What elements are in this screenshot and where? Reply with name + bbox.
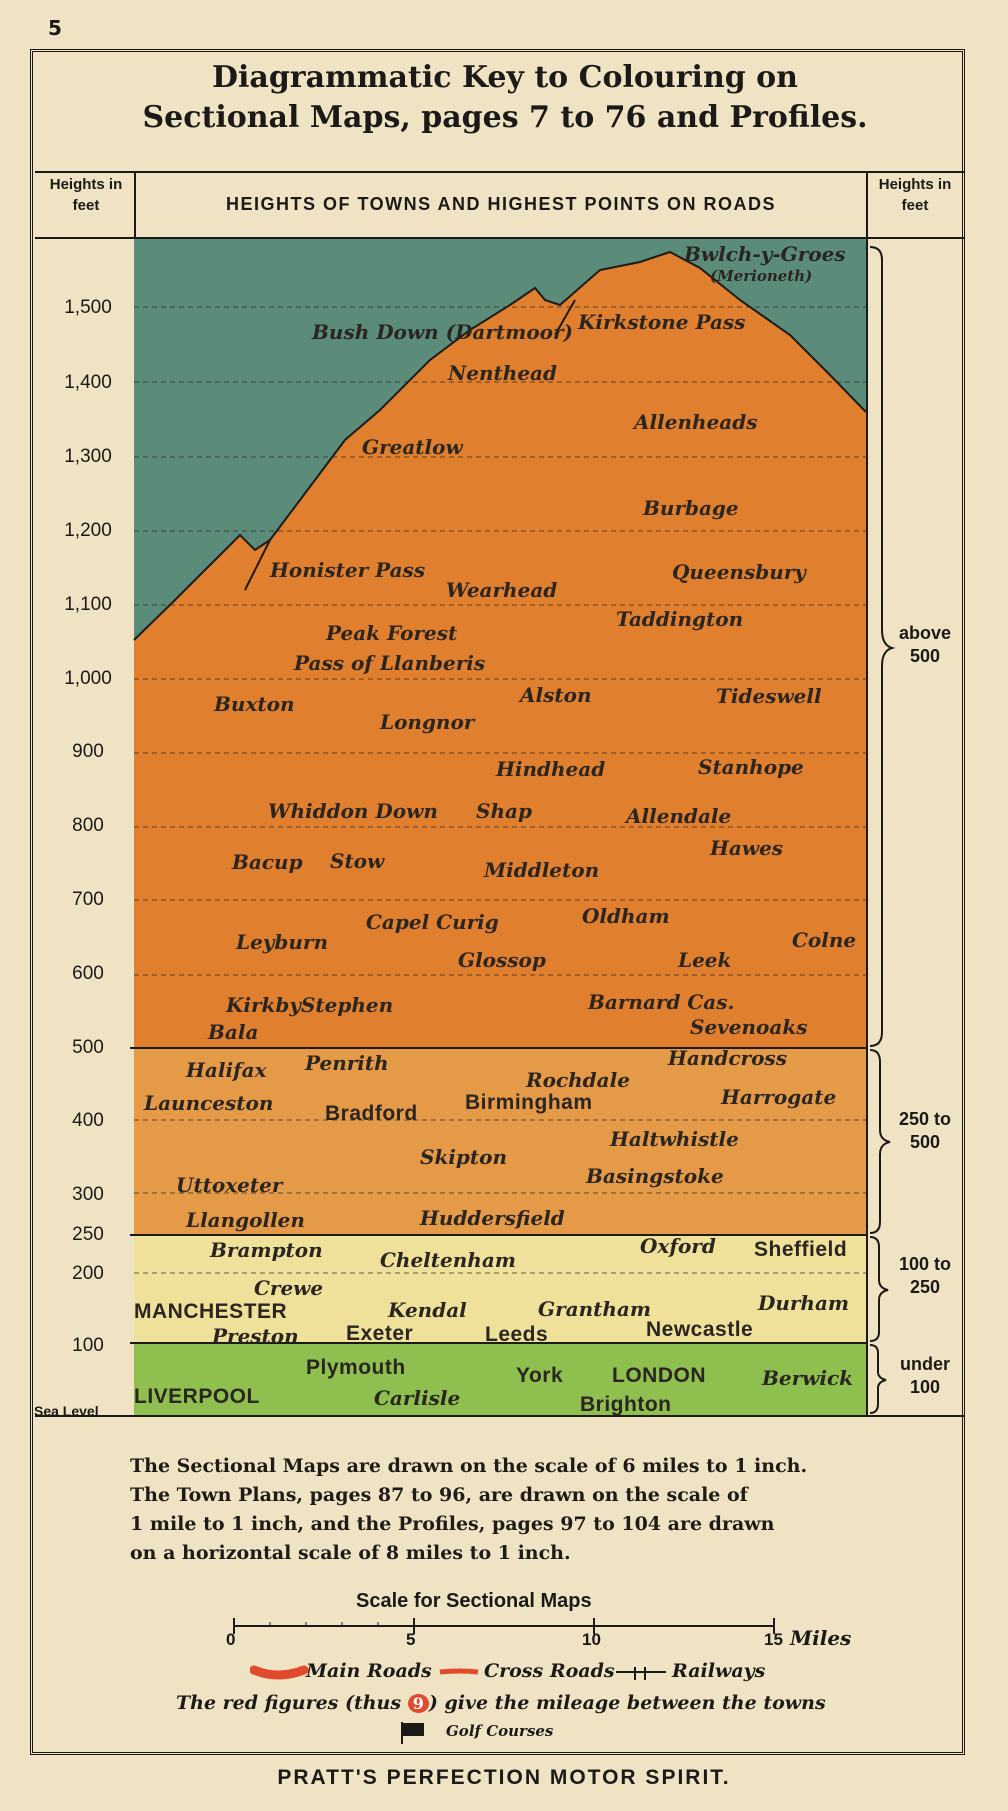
golf-flag-cloth xyxy=(402,1723,424,1736)
y-label-1200: 1,200 xyxy=(64,520,112,541)
town-label: Pass of Llanberis xyxy=(294,651,486,675)
town-label: Longnor xyxy=(380,710,475,734)
town-label: Middleton xyxy=(484,858,600,882)
town-label: Nenthead xyxy=(448,361,557,385)
scale-note xyxy=(130,1452,890,1568)
mileage-note-end: ) give the mileage between the towns xyxy=(428,1692,826,1714)
town-label: Burbage xyxy=(643,496,739,520)
town-label: Oxford xyxy=(640,1234,716,1258)
y-label-700: 700 xyxy=(72,889,104,910)
town-label: Sheffield xyxy=(754,1238,848,1261)
zone-label-under-100: under 100 xyxy=(899,1354,950,1397)
town-label: Allendale xyxy=(626,804,732,828)
y-label-250: 250 xyxy=(72,1224,104,1245)
y-label-1500: 1,500 xyxy=(64,297,112,318)
town-label: Bwlch-y-Groes xyxy=(684,242,846,266)
town-label: Plymouth xyxy=(306,1356,406,1379)
zone-label-above-500: above 500 xyxy=(898,623,952,666)
brace-250-500 xyxy=(870,1050,890,1233)
town-label: Crewe xyxy=(254,1276,324,1300)
town-label: Peak Forest xyxy=(326,621,458,645)
town-label: Bacup xyxy=(232,850,303,874)
town-label: Hawes xyxy=(710,836,784,860)
town-label: LIVERPOOL xyxy=(134,1385,260,1408)
town-label: Queensbury xyxy=(672,560,806,584)
y-label-1300: 1,300 xyxy=(64,446,112,467)
town-label: Hindhead xyxy=(496,757,606,781)
note-line: The Sectional Maps are drawn on the scale of 6 miles to 1 inch. xyxy=(130,1455,808,1477)
town-label: Basingstoke xyxy=(586,1164,724,1188)
scale-tick-label: 0 xyxy=(226,1630,236,1649)
town-label: Huddersfield xyxy=(420,1206,565,1230)
town-label: MANCHESTER xyxy=(134,1300,288,1323)
note-line: 1 mile to 1 inch, and the Profiles, pages 97 to 104 are drawn xyxy=(130,1513,775,1535)
town-label: Skipton xyxy=(420,1145,508,1169)
railway-cross-ticks xyxy=(635,1667,645,1680)
town-label: Brampton xyxy=(210,1238,323,1262)
town-label: KirkbyStephen xyxy=(226,993,394,1017)
town-label: Stanhope xyxy=(698,755,804,779)
legend-golf-courses: Golf Courses xyxy=(446,1722,554,1740)
town-label: Wearhead xyxy=(446,578,558,602)
town-label: Leek xyxy=(678,948,732,972)
brace-100-250 xyxy=(870,1237,888,1341)
town-label: Kirkstone Pass xyxy=(578,310,746,334)
town-label: Leyburn xyxy=(236,930,329,954)
note-line: The Town Plans, pages 87 to 96, are drawn on the scale of xyxy=(130,1484,748,1506)
header-right: Heights in feet xyxy=(878,176,952,214)
town-label: Bush Down (Dartmoor) xyxy=(312,320,573,344)
town-label: Glossop xyxy=(458,948,546,972)
town-label: Stow xyxy=(330,849,385,873)
town-label: Taddington xyxy=(616,607,744,631)
town-label: Shap xyxy=(476,799,532,823)
town-label: Capel Curig xyxy=(366,910,499,934)
golf-flag-icon xyxy=(398,1718,428,1748)
page-number: 5 xyxy=(48,16,62,40)
scale-tick-label: 10 xyxy=(582,1630,601,1649)
scale-tick-label: 5 xyxy=(406,1630,416,1649)
y-label-sea-level: Sea Level xyxy=(34,1403,99,1419)
town-label: York xyxy=(516,1364,564,1387)
page-footer: PRATT'S PERFECTION MOTOR SPIRIT. xyxy=(277,1766,731,1789)
zone-braces xyxy=(870,247,892,1413)
y-label-200: 200 xyxy=(72,1263,104,1284)
y-label-1400: 1,400 xyxy=(64,372,112,393)
brace-above-500 xyxy=(870,247,892,1046)
town-label: Sevenoaks xyxy=(690,1015,808,1039)
town-label: Alston xyxy=(520,683,592,707)
town-label: Berwick xyxy=(762,1366,854,1390)
town-label: Leeds xyxy=(485,1323,549,1346)
town-label: Honister Pass xyxy=(270,558,426,582)
town-label: LONDON xyxy=(612,1364,706,1387)
town-label: Penrith xyxy=(305,1051,389,1075)
town-label: Uttoxeter xyxy=(176,1173,283,1197)
town-label: Preston xyxy=(212,1324,299,1348)
town-label: Rochdale xyxy=(526,1068,630,1092)
town-label: Llangollen xyxy=(186,1208,305,1232)
zone-label-250-500: 250 to 500 xyxy=(898,1109,952,1152)
scale-bar xyxy=(220,1612,780,1642)
town-label: (Merioneth) xyxy=(710,267,813,285)
note-line: on a horizontal scale of 8 miles to 1 inch. xyxy=(130,1542,571,1564)
main-road-symbol xyxy=(254,1670,304,1675)
town-label: Grantham xyxy=(538,1297,652,1321)
y-label-900: 900 xyxy=(72,741,104,762)
town-label: Bala xyxy=(208,1020,259,1044)
town-label: Allenheads xyxy=(634,410,758,434)
town-label: Newcastle xyxy=(646,1318,754,1341)
town-label: Cheltenham xyxy=(380,1248,516,1272)
town-label: Birmingham xyxy=(465,1091,593,1114)
town-label: Colne xyxy=(792,928,857,952)
y-label-1100: 1,100 xyxy=(64,594,112,615)
town-label: Oldham xyxy=(582,904,670,928)
y-label-300: 300 xyxy=(72,1184,104,1205)
mileage-note-start: The red figures (thus xyxy=(176,1692,402,1714)
town-label: Launceston xyxy=(144,1091,274,1115)
town-label: Greatlow xyxy=(362,435,463,459)
mileage-example: 9 xyxy=(408,1694,429,1713)
town-label: Brighton xyxy=(580,1393,672,1416)
y-label-800: 800 xyxy=(72,815,104,836)
town-label: Exeter xyxy=(346,1322,414,1345)
y-label-500: 500 xyxy=(72,1037,104,1058)
scale-unit: Miles xyxy=(790,1626,852,1650)
scale-tick-label: 15 xyxy=(764,1630,783,1649)
brace-under-100 xyxy=(870,1345,886,1413)
y-label-1000: 1,000 xyxy=(64,668,112,689)
y-label-400: 400 xyxy=(72,1110,104,1131)
cross-road-symbol xyxy=(440,1671,478,1672)
header-center: HEIGHTS OF TOWNS AND HIGHEST POINTS ON ROADS xyxy=(225,194,777,214)
town-label: Buxton xyxy=(214,692,295,716)
town-label: Bradford xyxy=(325,1102,418,1125)
scale-title: Scale for Sectional Maps xyxy=(356,1590,592,1612)
legend-mileage-note xyxy=(176,1692,826,1714)
town-label: Halifax xyxy=(186,1058,267,1082)
zone-label-100-250: 100 to 250 xyxy=(898,1254,952,1297)
town-label: Harrogate xyxy=(721,1085,837,1109)
legend-main-roads: Main Roads xyxy=(306,1660,432,1682)
legend-railways: Railways xyxy=(672,1660,766,1682)
y-label-600: 600 xyxy=(72,963,104,984)
y-label-100: 100 xyxy=(72,1335,104,1356)
town-label: Carlisle xyxy=(374,1386,461,1410)
town-label: Kendal xyxy=(388,1298,467,1322)
title-line-1: Diagrammatic Key to Colouring on xyxy=(211,60,798,95)
header-left: Heights in feet xyxy=(49,176,123,214)
town-label: Whiddon Down xyxy=(268,799,438,823)
town-label: Handcross xyxy=(668,1046,787,1070)
town-label: Haltwhistle xyxy=(610,1127,739,1151)
town-label: Durham xyxy=(758,1291,850,1315)
title-line-2: Sectional Maps, pages 7 to 76 and Profiles. xyxy=(142,100,868,135)
town-label: Barnard Cas. xyxy=(588,990,735,1014)
legend-cross-roads: Cross Roads xyxy=(484,1660,615,1682)
town-label: Tideswell xyxy=(716,684,822,708)
